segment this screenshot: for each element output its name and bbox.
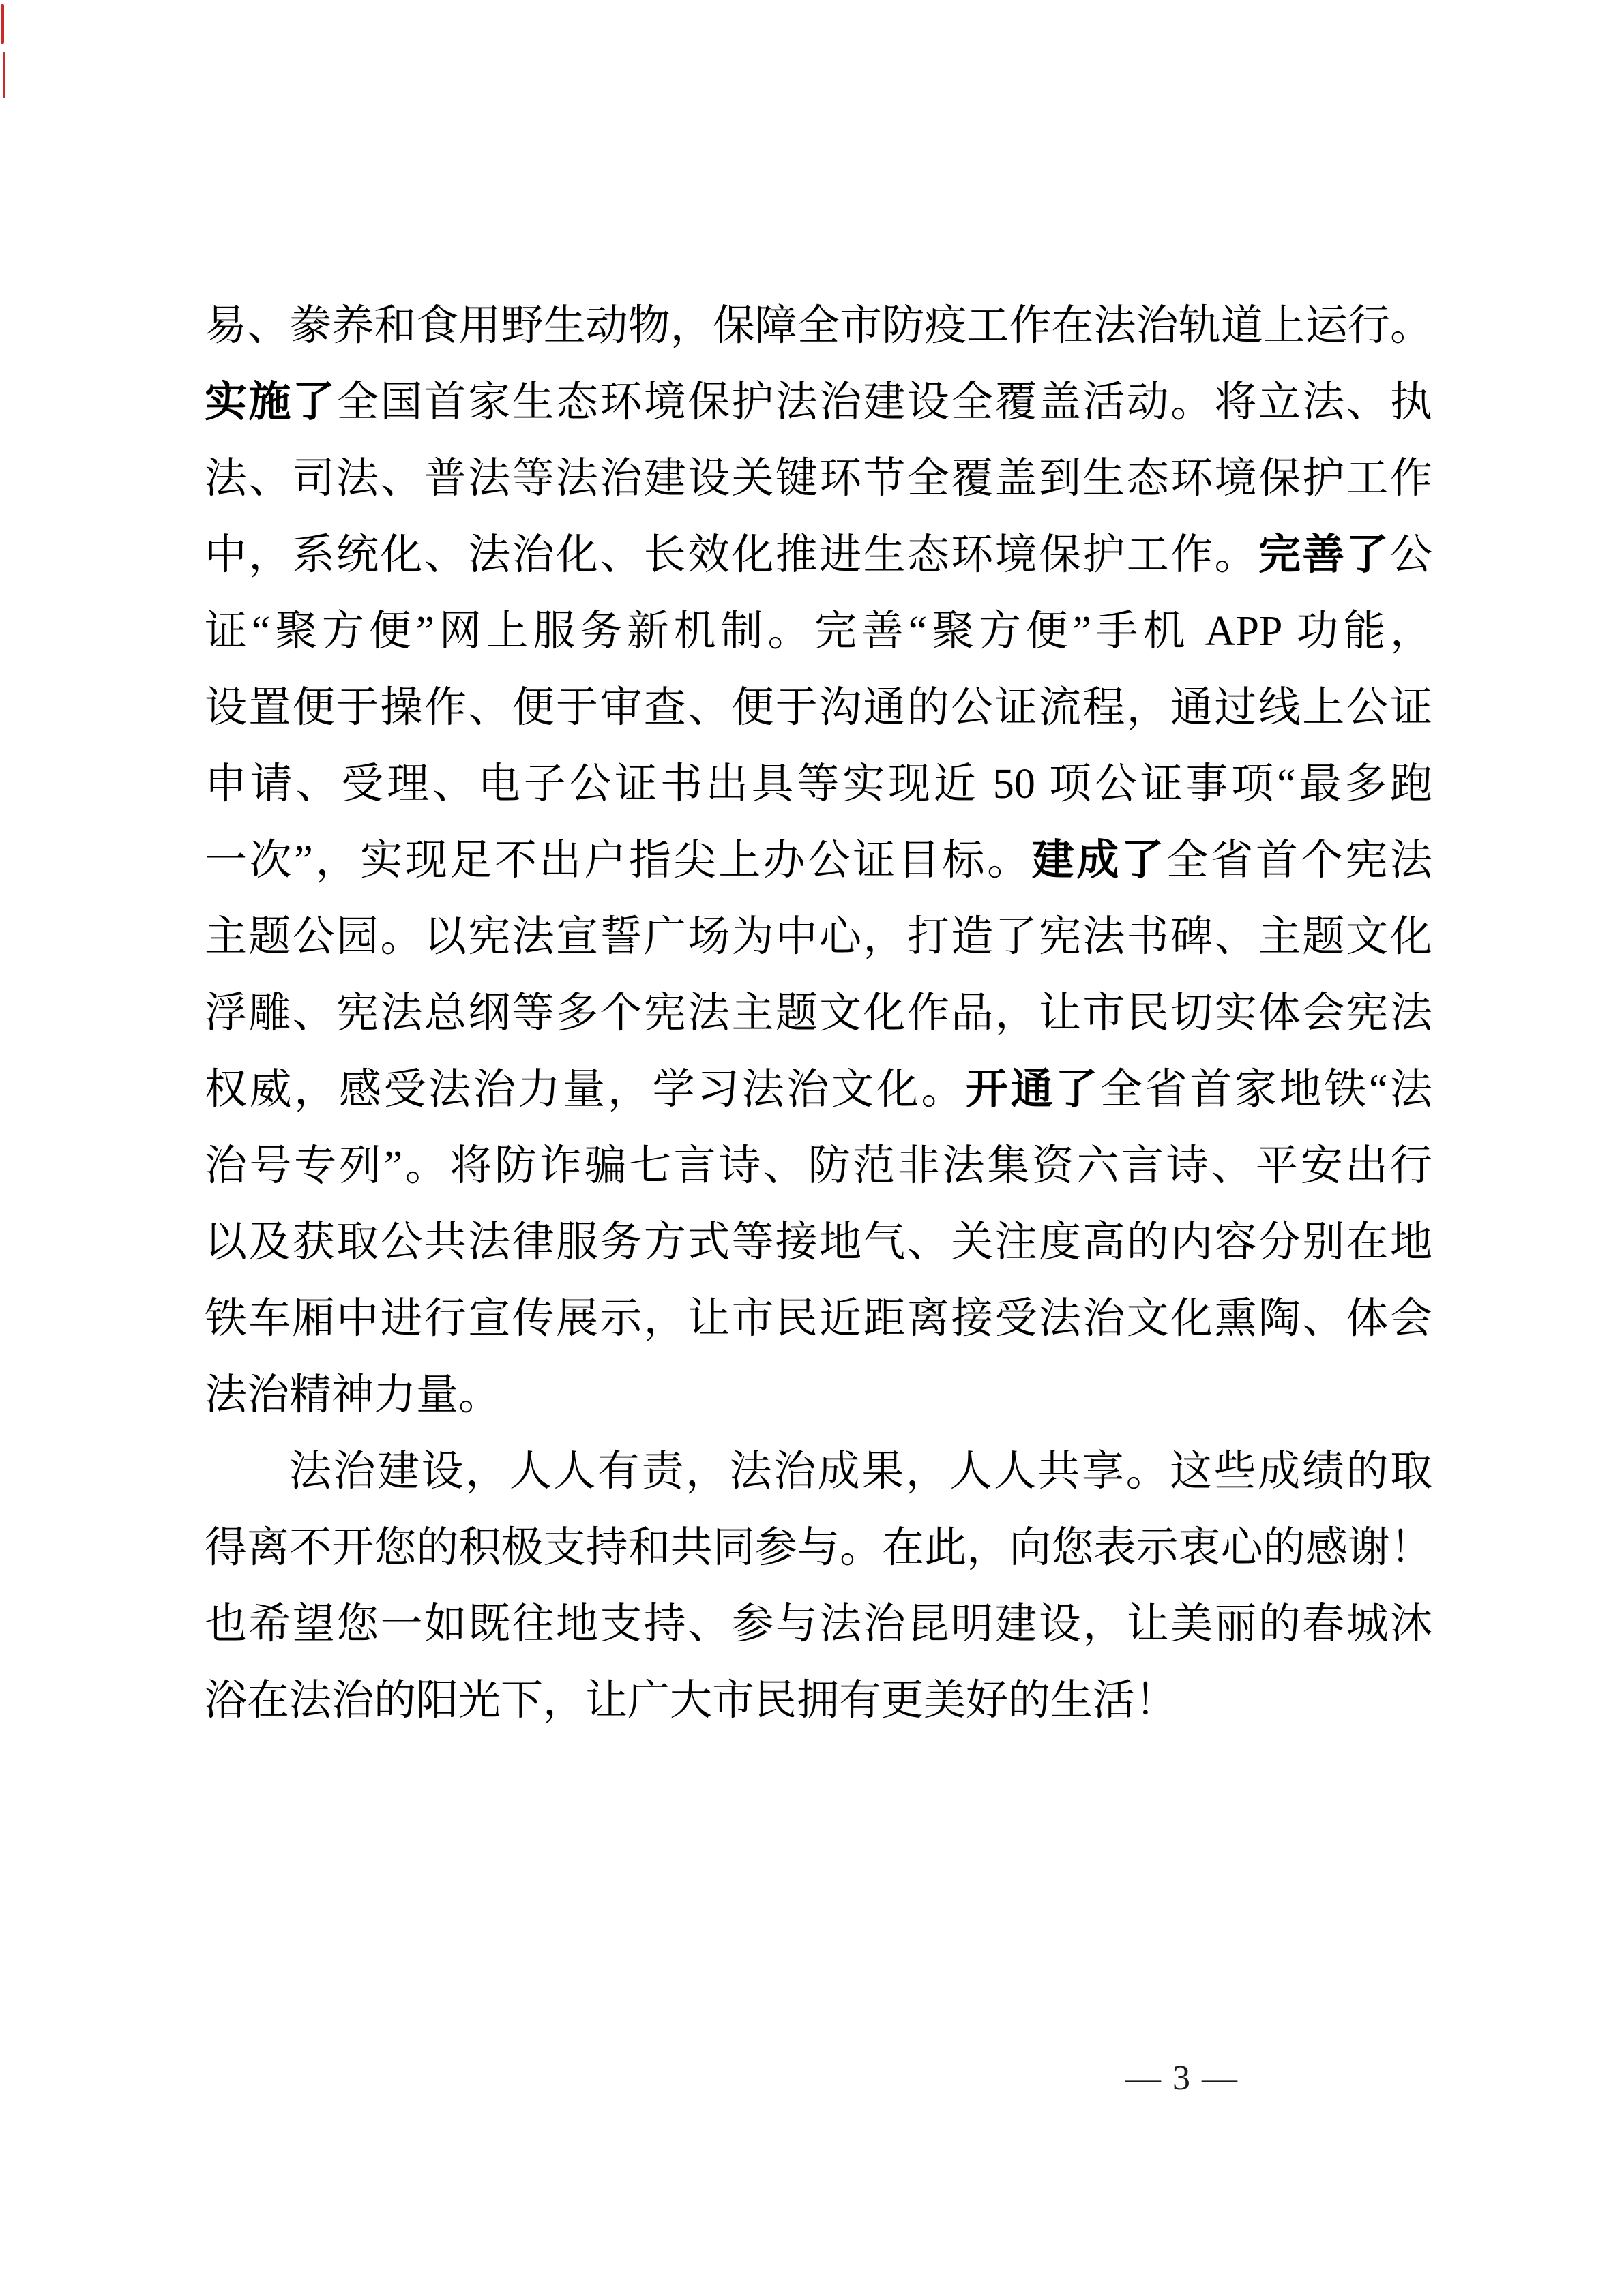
- text-segment: 也希望您一如既往地支持、参与法治昆明建设，让美丽的春城沐: [205, 1601, 1432, 1648]
- text-line: [205, 1510, 1432, 1586]
- bold-text-segment: 实施了: [205, 379, 337, 426]
- text-line: [205, 364, 1432, 441]
- text-segment: 得离不开您的积极支持和共同参与。在此，向您表示衷心的感谢！: [205, 1525, 1432, 1571]
- text-segment: 易、豢养和食用野生动物，保障全市防疫工作在法治轨道上运行。: [205, 303, 1432, 349]
- text-segment: 设置便于操作、便于审查、便于沟通的公证流程，通过线上公证: [205, 685, 1432, 731]
- bold-text-segment: 建成了: [1031, 837, 1166, 884]
- text-segment: 法、司法、普法等法治建设关键环节全覆盖到生态环境保护工作: [205, 456, 1432, 502]
- text-line: [205, 593, 1432, 670]
- text-line: [205, 975, 1432, 1052]
- text-segment: 中，系统化、法治化、长效化推进生态环境保护工作。: [205, 532, 1258, 578]
- scan-artifact-marks: [0, 0, 14, 136]
- text-segment: 证“聚方便”网上服务新机制。完善“聚方便”手机 APP 功能，: [205, 608, 1432, 655]
- text-line: [205, 1204, 1432, 1281]
- text-segment: 治号专列”。将防诈骗七言诗、防范非法集资六言诗、平安出行: [205, 1143, 1432, 1189]
- text-segment: 申请、受理、电子公证书出具等实现近 50 项公证事项“最多跑: [205, 761, 1432, 807]
- text-segment: 法治精神力量。: [205, 1372, 501, 1418]
- text-line: [205, 1281, 1432, 1357]
- text-line: [205, 517, 1432, 593]
- bold-text-segment: 完善了: [1258, 532, 1390, 578]
- text-line: [205, 441, 1432, 517]
- text-line: [205, 1357, 1432, 1433]
- text-segment: 一次”，实现足不出户指尖上办公证目标。: [205, 837, 1032, 884]
- scan-artifact-mark: [1, 4, 4, 44]
- text-segment: 浴在法治的阳光下，让广大市民拥有更美好的生活！: [205, 1678, 1178, 1724]
- text-segment: 全国首家生态环境保护法治建设全覆盖活动。将立法、执: [336, 379, 1432, 426]
- text-line: [205, 822, 1432, 899]
- text-line: [205, 1663, 1432, 1739]
- text-line: [205, 1052, 1432, 1128]
- text-line: [205, 746, 1432, 822]
- text-line: [205, 288, 1432, 364]
- text-line: [205, 1586, 1432, 1663]
- page-number: — 3 —: [1125, 2059, 1239, 2098]
- text-segment: 法治建设，人人有责，法治成果，人人共享。这些成绩的取: [289, 1448, 1432, 1495]
- text-segment: 以及获取公共法律服务方式等接地气、关注度高的内容分别在地: [205, 1219, 1432, 1266]
- text-line: [205, 670, 1432, 746]
- text-line: [205, 1128, 1432, 1204]
- text-segment: 铁车厢中进行宣传展示，让市民近距离接受法治文化熏陶、体会: [205, 1296, 1432, 1342]
- text-segment: 权威，感受法治力量，学习法治文化。: [205, 1067, 966, 1113]
- text-line: [205, 899, 1432, 975]
- document-body: [205, 288, 1432, 1739]
- text-line: [205, 1433, 1432, 1510]
- text-segment: 浮雕、宪法总纲等多个宪法主题文化作品，让市民切实体会宪法: [205, 990, 1432, 1037]
- bold-text-segment: 开通了: [965, 1067, 1100, 1113]
- text-segment: 全省首个宪法: [1166, 837, 1432, 884]
- scan-artifact-mark: [3, 52, 5, 98]
- text-segment: 公: [1389, 532, 1432, 578]
- text-segment: 主题公园。以宪法宣誓广场为中心，打造了宪法书碑、主题文化: [205, 914, 1432, 960]
- text-segment: 全省首家地铁“法: [1099, 1067, 1432, 1113]
